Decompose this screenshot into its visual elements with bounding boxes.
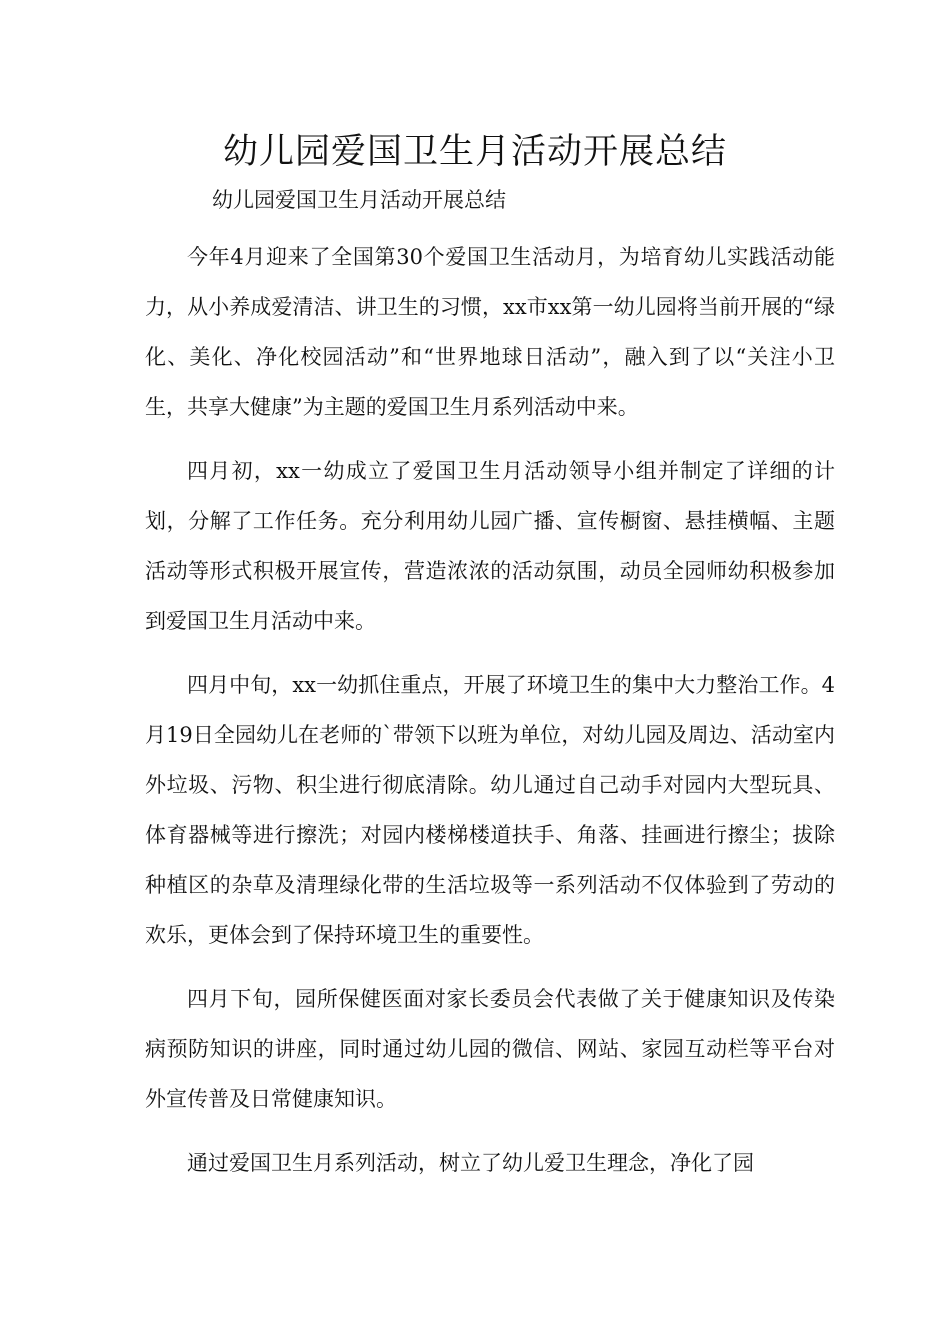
paragraph: 四月初，xx一幼成立了爱国卫生月活动领导小组并制定了详细的计划，分解了工作任务。充分利用幼儿园广播、宣传橱窗、悬挂横幅、主题活动等形式积极开展宣传，营造浓浓的活动氛围，动员全园师幼积极参加到爱国卫生月活动中来。 [145,459,835,633]
document-body [145,232,835,1202]
paragraph: 通过爱国卫生月系列活动，树立了幼儿爱卫生理念，净化了园 [187,1151,754,1175]
document-subtitle: 幼儿园爱国卫生月活动开展总结 [212,188,506,212]
paragraph: 四月中旬，xx一幼抓住重点，开展了环境卫生的集中大力整治工作。4月19日全园幼儿在老师的`带领下以班为单位，对幼儿园及周边、活动室内外垃圾、污物、积尘进行彻底清除。幼儿通过自己动手对园内大型玩具、体育器械等进行擦洗；对园内楼梯楼道扶手、角落、挂画进行擦尘；拔除种植区的杂草及清理绿化带的生活垃圾等一系列活动不仅体验到了劳动的欢乐，更体会到了保持环境卫生的重要性。 [145,673,835,947]
paragraph: 四月下旬，园所保健医面对家长委员会代表做了关于健康知识及传染病预防知识的讲座，同时通过幼儿园的微信、网站、家园互动栏等平台对外宣传普及日常健康知识。 [145,987,835,1111]
document-title: 幼儿园爱国卫生月活动开展总结 [222,132,727,172]
paragraph: 今年4月迎来了全国第30个爱国卫生活动月，为培育幼儿实践活动能力，从小养成爱清洁、讲卫生的习惯，xx市xx第一幼儿园将当前开展的“绿化、美化、净化校园活动”和“世界地球日活动”，融入到了以“关注小卫生，共享大健康”为主题的爱国卫生月系列活动中来。 [145,245,835,419]
